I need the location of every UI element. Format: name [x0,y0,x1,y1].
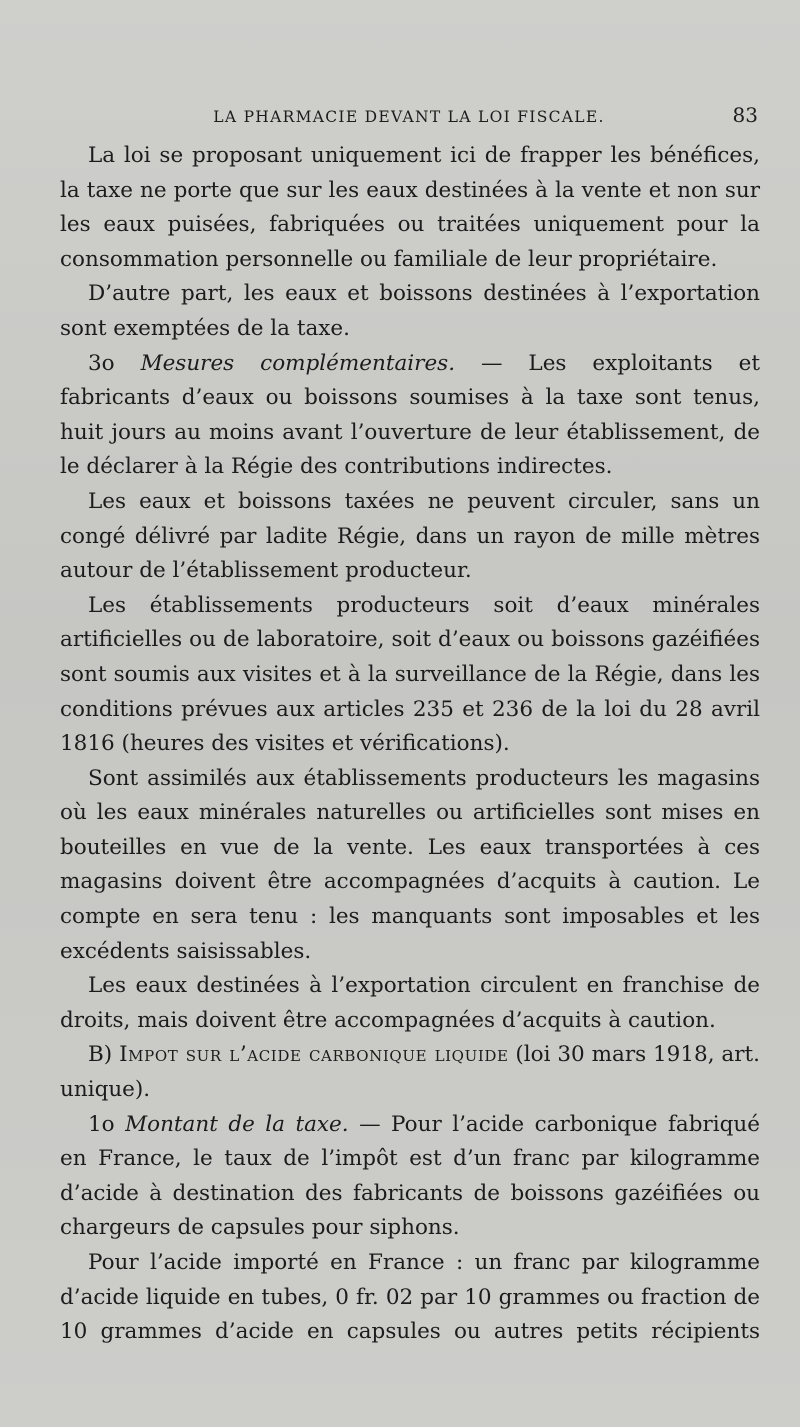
section-number: 3o [88,350,141,376]
section-title: Mesures complémentaires. [140,350,456,376]
paragraph-text: Les eaux et boissons taxées ne peuvent circuler, sans un congé délivré par ladite Régie, dans un rayon de mille mètres autour de l’établissement producteur. [60,488,760,584]
paragraph-text: (loi 30 mars 1918, art. unique). [60,1042,760,1103]
paragraph-text: Sont assimilés aux établissements producteurs les magasins où les eaux minérales naturelles ou artificielles sont mises en bouteilles en vue de la vente. Les eaux transportées à ces magasins doivent être accompagnées d’acquits à caution. Le compte en sera tenu : les manquants sont imposables et les excédents saisissables. [60,765,760,964]
paragraph-text: Les établissements producteurs soit d’eaux minérales artificielles ou de laboratoire, soit d’eaux ou boissons gazéifiées sont soumis aux visites et à la surveillance de la Régie, dans les conditions prévues aux articles 235 et 236 de la loi du 28 avril 1816 (heures des visites et vérifications). [60,592,760,757]
paragraph-text: Les eaux destinées à l’exportation circulent en franchise de droits, mais doivent être accompagnées d’acquits à caution. [60,973,760,1033]
paragraph-4 [60,485,760,589]
section-letter: B) [88,1042,120,1068]
paragraph-2 [60,277,760,346]
paragraph-1 [60,139,760,277]
paragraph-10 [60,1246,760,1350]
paragraph-text: — Les exploitants et fabricants d’eaux ou boissons soumises à la taxe sont tenus, huit jours au moins avant l’ouverture de leur établissement, de le déclarer à la Régie des contributions indirectes. [60,350,760,480]
section-heading: Impot sur l’acide carbonique liquide [119,1042,509,1068]
page-number: 83 [732,103,758,127]
paragraph-6 [60,762,760,970]
paragraph-text: D’autre part, les eaux et boissons destinées à l’exportation sont exemptées de la taxe. [60,281,760,341]
paragraph-7 [60,969,760,1038]
paragraph-8 [60,1038,760,1107]
paragraph-text: — Pour l’acide carbonique fabriqué en France, le taux de l’impôt est d’un franc par kilogramme d’acide à destination des fabricants de boissons gazéifiées ou chargeurs de capsules pour siphons. [60,1111,760,1241]
paragraph-text: La loi se proposant uniquement ici de frapper les bénéfices, la taxe ne porte que sur les eaux destinées à la vente et non sur les eaux puisées, fabriquées ou traitées uniquement pour la consommation personnelle ou familiale de leur propriétaire. [60,143,760,272]
section-number: 1o [88,1111,126,1137]
running-header [60,103,758,131]
running-title: LA PHARMACIE DEVANT LA LOI FISCALE. [213,108,605,126]
body-text [60,139,760,1350]
paragraph-5 [60,589,760,762]
paragraph-text: Pour l’acide importé en France : un franc par kilogramme d’acide liquide en tubes, 0 fr. 02 par 10 grammes ou fraction de 10 grammes d’acide en capsules ou autres petits récipients [60,1250,760,1345]
paragraph-3 [60,347,760,485]
paragraph-9 [60,1108,760,1246]
section-title: Montant de la taxe. [125,1111,349,1137]
